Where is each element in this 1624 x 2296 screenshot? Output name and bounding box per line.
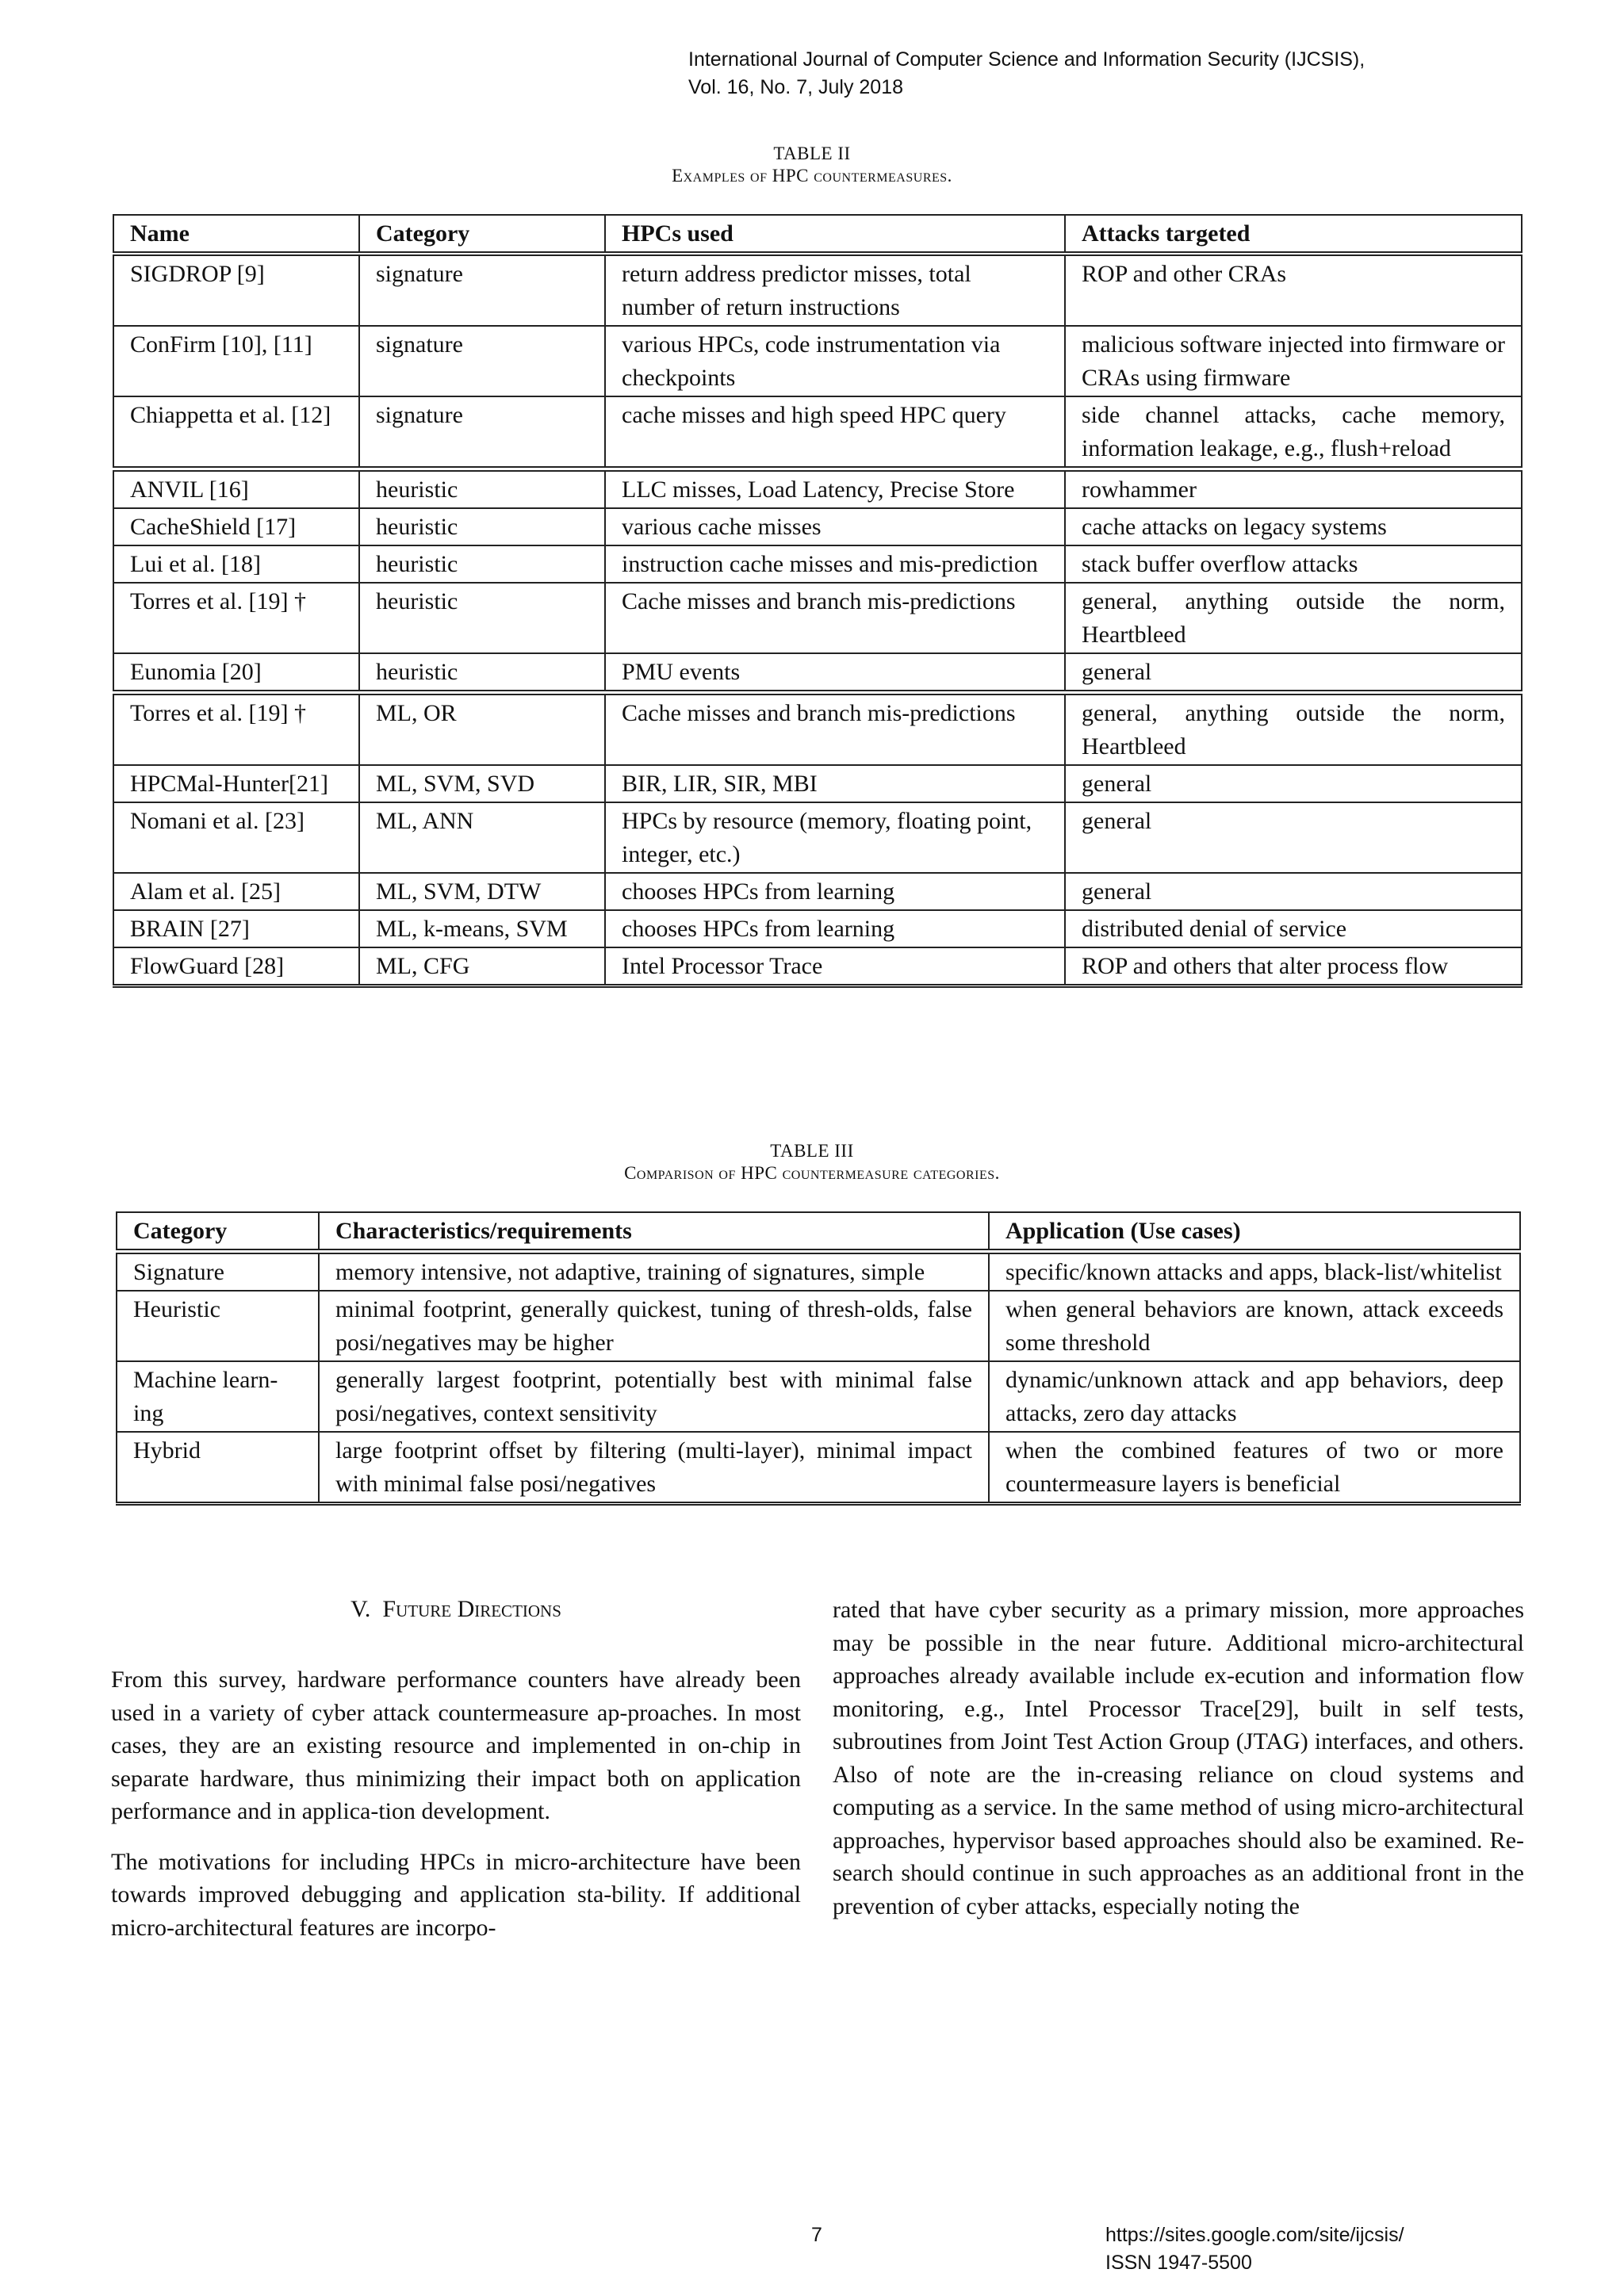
table-cell-name: Lui et al. [18]: [113, 545, 359, 583]
table-cell-category: ML, k-means, SVM: [359, 910, 605, 947]
column-header: Category: [117, 1212, 319, 1252]
table-row: [113, 396, 1522, 469]
section-title: Future Directions: [382, 1596, 561, 1622]
footer-info: [1105, 2221, 1404, 2277]
table-cell-hpcs: various HPCs, code instrumentation via checkpoints: [605, 326, 1065, 396]
table3-caption: [0, 1140, 1624, 1184]
table-cell-category: ML, CFG: [359, 947, 605, 986]
table-cell-category: Hybrid: [117, 1432, 319, 1504]
table-cell-characteristics: large footprint offset by filtering (multi-layer), minimal impact with minimal false posi/negatives: [319, 1432, 989, 1504]
section-heading: [111, 1592, 801, 1627]
table-cell-category: ML, SVM, SVD: [359, 765, 605, 802]
table-cell-attacks: ROP and other CRAs: [1065, 254, 1522, 326]
table-cell-attacks: cache attacks on legacy systems: [1065, 508, 1522, 545]
hpc-countermeasures-table: [113, 214, 1522, 988]
table-cell-hpcs: return address predictor misses, total number of return instructions: [605, 254, 1065, 326]
table2-header-row: [113, 215, 1522, 254]
column-header: HPCs used: [605, 215, 1065, 254]
table-cell-name: HPCMal-Hunter[21]: [113, 765, 359, 802]
table-cell-name: Torres et al. [19] †: [113, 583, 359, 653]
table-cell-category: heuristic: [359, 653, 605, 693]
table-cell-attacks: side channel attacks, cache memory, information leakage, e.g., flush+reload: [1065, 396, 1522, 469]
table-cell-name: Eunomia [20]: [113, 653, 359, 693]
table-cell-attacks: general, anything outside the norm, Heartbleed: [1065, 583, 1522, 653]
table-cell-attacks: general, anything outside the norm, Heartbleed: [1065, 693, 1522, 766]
table-cell-hpcs: chooses HPCs from learning: [605, 873, 1065, 910]
table-cell-category: ML, OR: [359, 693, 605, 766]
table2-caption: [0, 143, 1624, 187]
table-cell-name: Nomani et al. [23]: [113, 802, 359, 873]
table-cell-name: ANVIL [16]: [113, 469, 359, 509]
table-cell-attacks: general: [1065, 802, 1522, 873]
table-row: [117, 1361, 1520, 1432]
table3-title: Comparison of HPC countermeasure categories.: [624, 1163, 1000, 1183]
table-row: [113, 545, 1522, 583]
table-row: [113, 802, 1522, 873]
column-header: Application (Use cases): [989, 1212, 1520, 1252]
table-cell-hpcs: LLC misses, Load Latency, Precise Store: [605, 469, 1065, 509]
table-cell-attacks: stack buffer overflow attacks: [1065, 545, 1522, 583]
table-cell-hpcs: instruction cache misses and mis-prediction: [605, 545, 1065, 583]
table-cell-category: heuristic: [359, 508, 605, 545]
table-cell-application: when general behaviors are known, attack exceeds some threshold: [989, 1291, 1520, 1361]
body-paragraph: From this survey, hardware performance counters have already been used in a variety of cyber attack countermeasure ap-proaches. In most cases, they are an existing resource and implemented in on-chip in separate hardware, thus minimizing their impact both on application performance and in applica-tion development.: [111, 1667, 801, 1824]
table-row: [117, 1252, 1520, 1292]
table-row: [117, 1432, 1520, 1504]
table-cell-name: Alam et al. [25]: [113, 873, 359, 910]
table-cell-hpcs: BIR, LIR, SIR, MBI: [605, 765, 1065, 802]
table-cell-hpcs: various cache misses: [605, 508, 1065, 545]
table-cell-category: Signature: [117, 1252, 319, 1292]
table-cell-category: heuristic: [359, 545, 605, 583]
column-header: Name: [113, 215, 359, 254]
table-cell-name: Torres et al. [19] †: [113, 693, 359, 766]
table-row: [113, 693, 1522, 766]
table-cell-attacks: general: [1065, 653, 1522, 693]
table2-title: Examples of HPC countermeasures.: [672, 166, 952, 186]
table-cell-hpcs: PMU events: [605, 653, 1065, 693]
table-row: [113, 653, 1522, 693]
table-cell-hpcs: HPCs by resource (memory, floating point, integer, etc.): [605, 802, 1065, 873]
table-cell-characteristics: minimal footprint, generally quickest, tuning of thresh-olds, false posi/negatives may be higher: [319, 1291, 989, 1361]
table-cell-attacks: rowhammer: [1065, 469, 1522, 509]
table-row: [113, 910, 1522, 947]
table-cell-hpcs: Cache misses and branch mis-predictions: [605, 693, 1065, 766]
column-header: Attacks targeted: [1065, 215, 1522, 254]
journal-name: International Journal of Computer Science and Information Security (IJCSIS),: [688, 48, 1365, 71]
footer-issn: ISSN 1947-5500: [1105, 2252, 1252, 2274]
body-column-right: [833, 1594, 1524, 1940]
table-cell-name: CacheShield [17]: [113, 508, 359, 545]
table-row: [113, 508, 1522, 545]
running-header: [688, 46, 1365, 101]
table-cell-attacks: distributed denial of service: [1065, 910, 1522, 947]
table-cell-attacks: malicious software injected into firmware or CRAs using firmware: [1065, 326, 1522, 396]
table-cell-name: ConFirm [10], [11]: [113, 326, 359, 396]
table-cell-category: Heuristic: [117, 1291, 319, 1361]
table-cell-hpcs: chooses HPCs from learning: [605, 910, 1065, 947]
table2-number: TABLE II: [773, 144, 851, 163]
table-cell-category: ML, SVM, DTW: [359, 873, 605, 910]
column-header: Category: [359, 215, 605, 254]
category-comparison-table: [116, 1211, 1521, 1506]
section-numeral: V.: [350, 1596, 371, 1622]
table-row: [113, 873, 1522, 910]
table-cell-name: Chiappetta et al. [12]: [113, 396, 359, 469]
table-cell-hpcs: Cache misses and branch mis-predictions: [605, 583, 1065, 653]
table-row: [113, 947, 1522, 986]
table-cell-category: heuristic: [359, 583, 605, 653]
table-cell-application: specific/known attacks and apps, black-list/whitelist: [989, 1252, 1520, 1292]
table3-number: TABLE III: [770, 1141, 854, 1161]
table3-header-row: [117, 1212, 1520, 1252]
table-cell-category: ML, ANN: [359, 802, 605, 873]
body-paragraph: The motivations for including HPCs in micro-architecture have been towards improved debugging and application sta-bility. If additional micro-architectural features are incorpo-: [111, 1848, 801, 1941]
table-row: [113, 326, 1522, 396]
table-cell-application: dynamic/unknown attack and app behaviors, deep attacks, zero day attacks: [989, 1361, 1520, 1432]
table-cell-name: BRAIN [27]: [113, 910, 359, 947]
table-cell-category: heuristic: [359, 469, 605, 509]
table-cell-characteristics: memory intensive, not adaptive, training of signatures, simple: [319, 1252, 989, 1292]
table-cell-category: signature: [359, 326, 605, 396]
table-cell-hpcs: cache misses and high speed HPC query: [605, 396, 1065, 469]
table-cell-attacks: general: [1065, 873, 1522, 910]
table-cell-name: SIGDROP [9]: [113, 254, 359, 326]
table-cell-attacks: ROP and others that alter process flow: [1065, 947, 1522, 986]
table-row: [113, 583, 1522, 653]
table-row: [113, 765, 1522, 802]
table-cell-characteristics: generally largest footprint, potentially best with minimal false posi/negatives, context sensitivity: [319, 1361, 989, 1432]
page-number: 7: [811, 2224, 822, 2246]
table-row: [117, 1291, 1520, 1361]
body-paragraph: rated that have cyber security as a primary mission, more approaches may be possible in the near future. Additional micro-architectural approaches already available include ex-ecution and information flow monitoring, e.g., Intel Processor Trace[29], built in self tests, subroutines from Joint Test Action Group (JTAG) interfaces, and others. Also of note are the in-creasing reliance on cloud systems and computing as a service. In the same method of using micro-architectural approaches, hypervisor based approaches should also be examined. Re-search should continue in such approaches as an additional front in the prevention of cyber attacks, especially noting the: [833, 1597, 1524, 1919]
footer-url: https://sites.google.com/site/ijcsis/: [1105, 2224, 1404, 2246]
body-column-left: [111, 1663, 801, 1961]
journal-issue: Vol. 16, No. 7, July 2018: [688, 76, 904, 98]
table-cell-hpcs: Intel Processor Trace: [605, 947, 1065, 986]
table-cell-category: Machine learn-ing: [117, 1361, 319, 1432]
column-header: Characteristics/requirements: [319, 1212, 989, 1252]
table-cell-name: FlowGuard [28]: [113, 947, 359, 986]
table-cell-category: signature: [359, 254, 605, 326]
table-row: [113, 469, 1522, 509]
table-cell-application: when the combined features of two or more countermeasure layers is beneficial: [989, 1432, 1520, 1504]
table-row: [113, 254, 1522, 326]
table-cell-attacks: general: [1065, 765, 1522, 802]
table-cell-category: signature: [359, 396, 605, 469]
